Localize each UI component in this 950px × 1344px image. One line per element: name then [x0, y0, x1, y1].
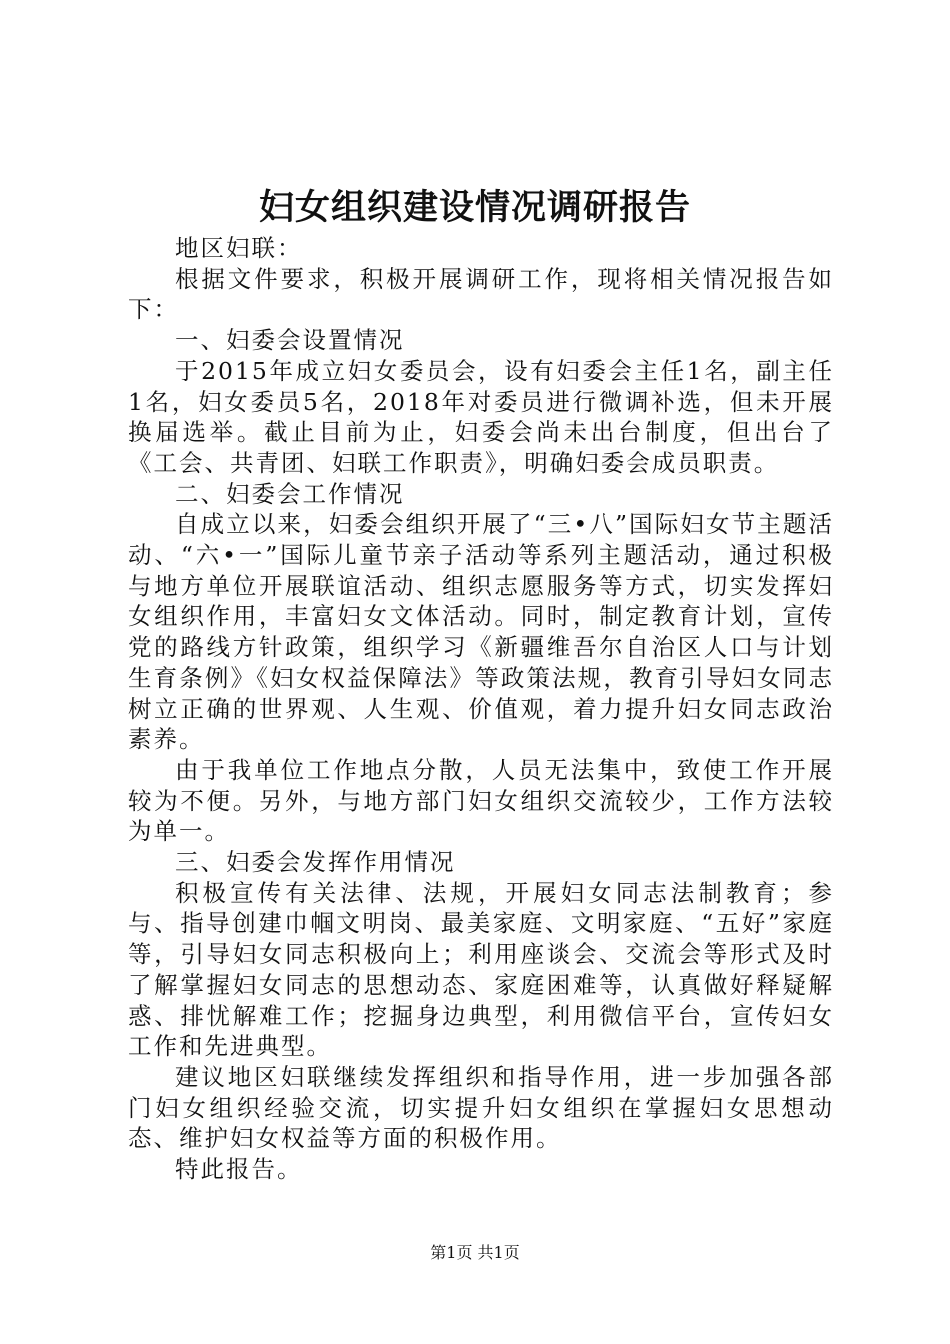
section-3-paragraph: 积极宣传有关法律、法规，开展妇女同志法制教育；参与、指导创建巾帼文明岗、最美家庭、文明家庭、“五好”家庭等，引导妇女同志积极向上；利用座谈会、交流会等形式及时了解掌握妇女同志的思想动态、家庭困难等，认真做好释疑解惑、排忧解难工作；挖掘身边典型，利用微信平台，宣传妇女工作和先进典型。 — [128, 878, 834, 1061]
section-2-paragraph-2: 由于我单位工作地点分散，人员无法集中，致使工作开展较为不便。另外，与地方部门妇女组织交流较少，工作方法较为单一。 — [128, 755, 834, 846]
section-heading-1: 一、妇委会设置情况 — [175, 326, 405, 355]
section-heading-2: 二、妇委会工作情况 — [175, 479, 405, 508]
intro-paragraph: 根据文件要求，积极开展调研工作，现将相关情况报告如下： — [128, 264, 834, 324]
page-number-footer: 第1页 共1页 — [430, 1243, 520, 1262]
section-1-paragraph: 于2015年成立妇女委员会，设有妇委会主任1名，副主任1名，妇女委员5名，2018年对委员进行微调补选，但未开展换届选举。截止目前为止，妇委会尚未出台制度，但出台了《工会、共青团、妇联工作职责》，明确妇委会成员职责。 — [128, 356, 834, 477]
salutation: 地区妇联： — [175, 234, 303, 262]
document-title: 妇女组织建设情况调研报告 — [258, 187, 691, 228]
document-body — [128, 233, 834, 1185]
section-2-paragraph-1: 自成立以来，妇委会组织开展了“三•八”国际妇女节主题活动、“六•一”国际儿童节亲子活动等系列主题活动，通过积极与地方单位开展联谊活动、组织志愿服务等方式，切实发挥妇女组织作用，丰富妇女文体活动。同时，制定教育计划，宣传党的路线方针政策，组织学习《新疆维吾尔自治区人口与计划生育条例》《妇女权益保障法》等政策法规，教育引导妇女同志树立正确的世界观、人生观、价值观，着力提升妇女同志政治素养。 — [128, 510, 834, 754]
suggestion-paragraph: 建议地区妇联继续发挥组织和指导作用，进一步加强各部门妇女组织经验交流，切实提升妇女组织在掌握妇女思想动态、维护妇女权益等方面的积极作用。 — [128, 1062, 834, 1153]
closing-line: 特此报告。 — [175, 1155, 303, 1184]
section-heading-3: 三、妇委会发挥作用情况 — [175, 848, 456, 877]
